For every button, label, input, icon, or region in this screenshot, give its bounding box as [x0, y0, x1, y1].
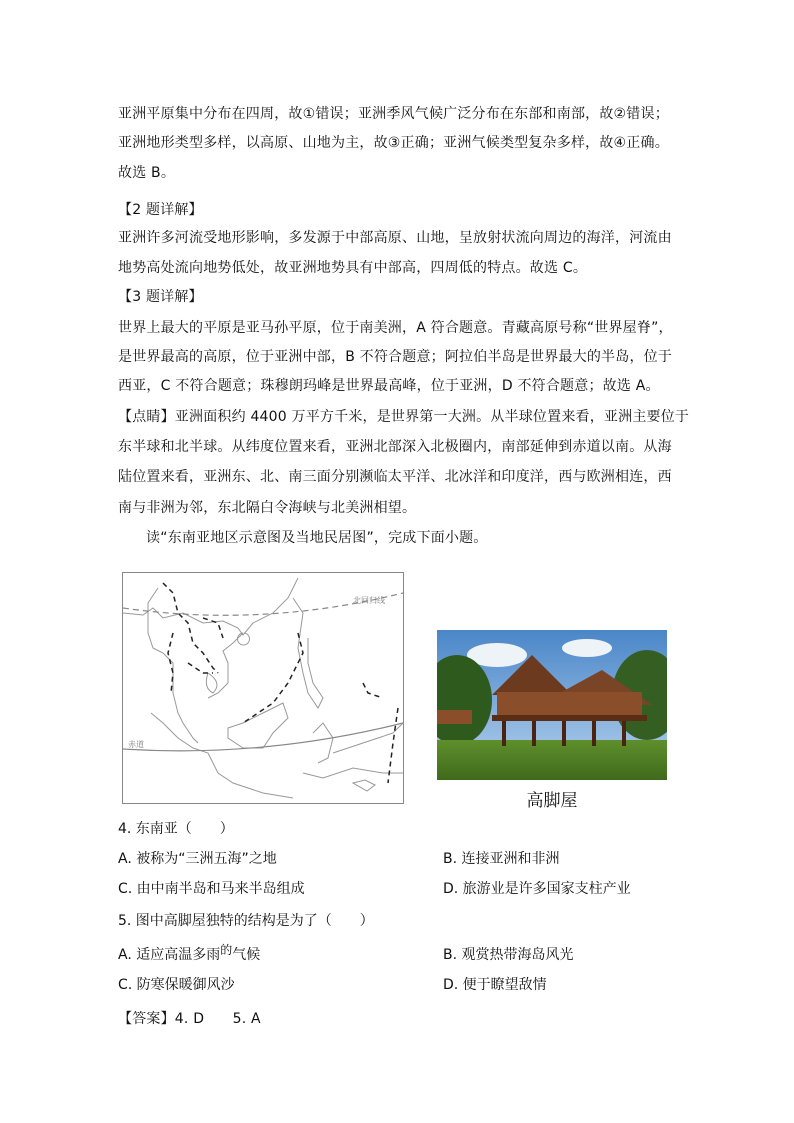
- photo-caption: 高脚屋: [526, 791, 578, 811]
- q5-option-a: [118, 943, 261, 964]
- reading-intro: 读“东南亚地区示意图及当地民居图”，完成下面小题。: [146, 530, 488, 546]
- text-line: 南与非洲为邻，东北隔白令海峡与北美洲相望。: [118, 500, 417, 516]
- q5-option-a-sup: 的: [220, 943, 233, 957]
- question-5-stem: 5. 图中高脚屋独特的结构是为了（ ）: [118, 913, 374, 929]
- q5-option-a-text: A. 适应高温多雨: [118, 947, 221, 963]
- q4-option-a: A. 被称为“三洲五海”之地: [118, 851, 277, 867]
- q4-option-d: D. 旅游业是许多国家支柱产业: [443, 881, 631, 897]
- map-outline-graphic: [123, 573, 403, 803]
- equator-label: 赤道: [128, 740, 144, 749]
- text-line: 亚洲许多河流受地形影响，多发源于中部高原、山地，呈放射状流向周边的海洋，河流由: [118, 230, 672, 246]
- text-line: 东半球和北半球。从纬度位置来看，亚洲北部深入北极圈内，南部延伸到赤道以南。从海: [118, 439, 672, 455]
- q4-option-c: C. 由中南半岛和马来半岛组成: [118, 881, 305, 897]
- southeast-asia-map: [122, 572, 404, 804]
- q5-option-c: C. 防寒保暖御风沙: [118, 977, 235, 993]
- text-line: 西亚，C 不符合题意；珠穆朗玛峰是世界最高峰，位于亚洲，D 不符合题意；故选 A。: [118, 378, 660, 394]
- text-line: 世界上最大的平原是亚马孙平原，位于南美洲，A 符合题意。青藏高原号称“世界屋脊”，: [118, 320, 673, 336]
- tropic-of-cancer-label: 北回归线: [353, 596, 385, 605]
- stilt-house-photo: [437, 630, 667, 780]
- q5-option-d: D. 便于瞭望敌情: [443, 977, 547, 993]
- stilt-house-image: [437, 630, 667, 780]
- text-line: 是世界最高的高原，位于亚洲中部，B 不符合题意；阿拉伯半岛是世界最大的半岛，位于: [118, 349, 673, 365]
- text-line: 地势高处流向地势低处，故亚洲地势具有中部高，四周低的特点。故选 C。: [118, 260, 588, 276]
- q5-option-a-tail: 气候: [232, 947, 261, 963]
- text-line: 【点睛】亚洲面积约 4400 万平方千米，是世界第一大洲。从半球位置来看，亚洲主要位于: [118, 409, 690, 425]
- q5-option-b: B. 观赏热带海岛风光: [443, 947, 574, 963]
- section-heading: 【2 题详解】: [118, 202, 203, 218]
- section-heading: 【3 题详解】: [118, 289, 203, 305]
- text-line: 亚洲地形类型多样，以高原、山地为主，故③正确；亚洲气候类型复杂多样，故④正确。: [118, 135, 669, 151]
- text-line: 故选 B。: [118, 165, 176, 181]
- answer-line: 【答案】4. D 5. A: [118, 1011, 261, 1027]
- q4-option-b: B. 连接亚洲和非洲: [443, 851, 560, 867]
- text-line: 陆位置来看，亚洲东、北、南三面分别濒临太平洋、北冰洋和印度洋，西与欧洲相连，西: [118, 469, 672, 485]
- text-line: 亚洲平原集中分布在四周，故①错误；亚洲季风气候广泛分布在东部和南部，故②错误；: [118, 106, 669, 122]
- question-4-stem: 4. 东南亚（ ）: [118, 821, 234, 837]
